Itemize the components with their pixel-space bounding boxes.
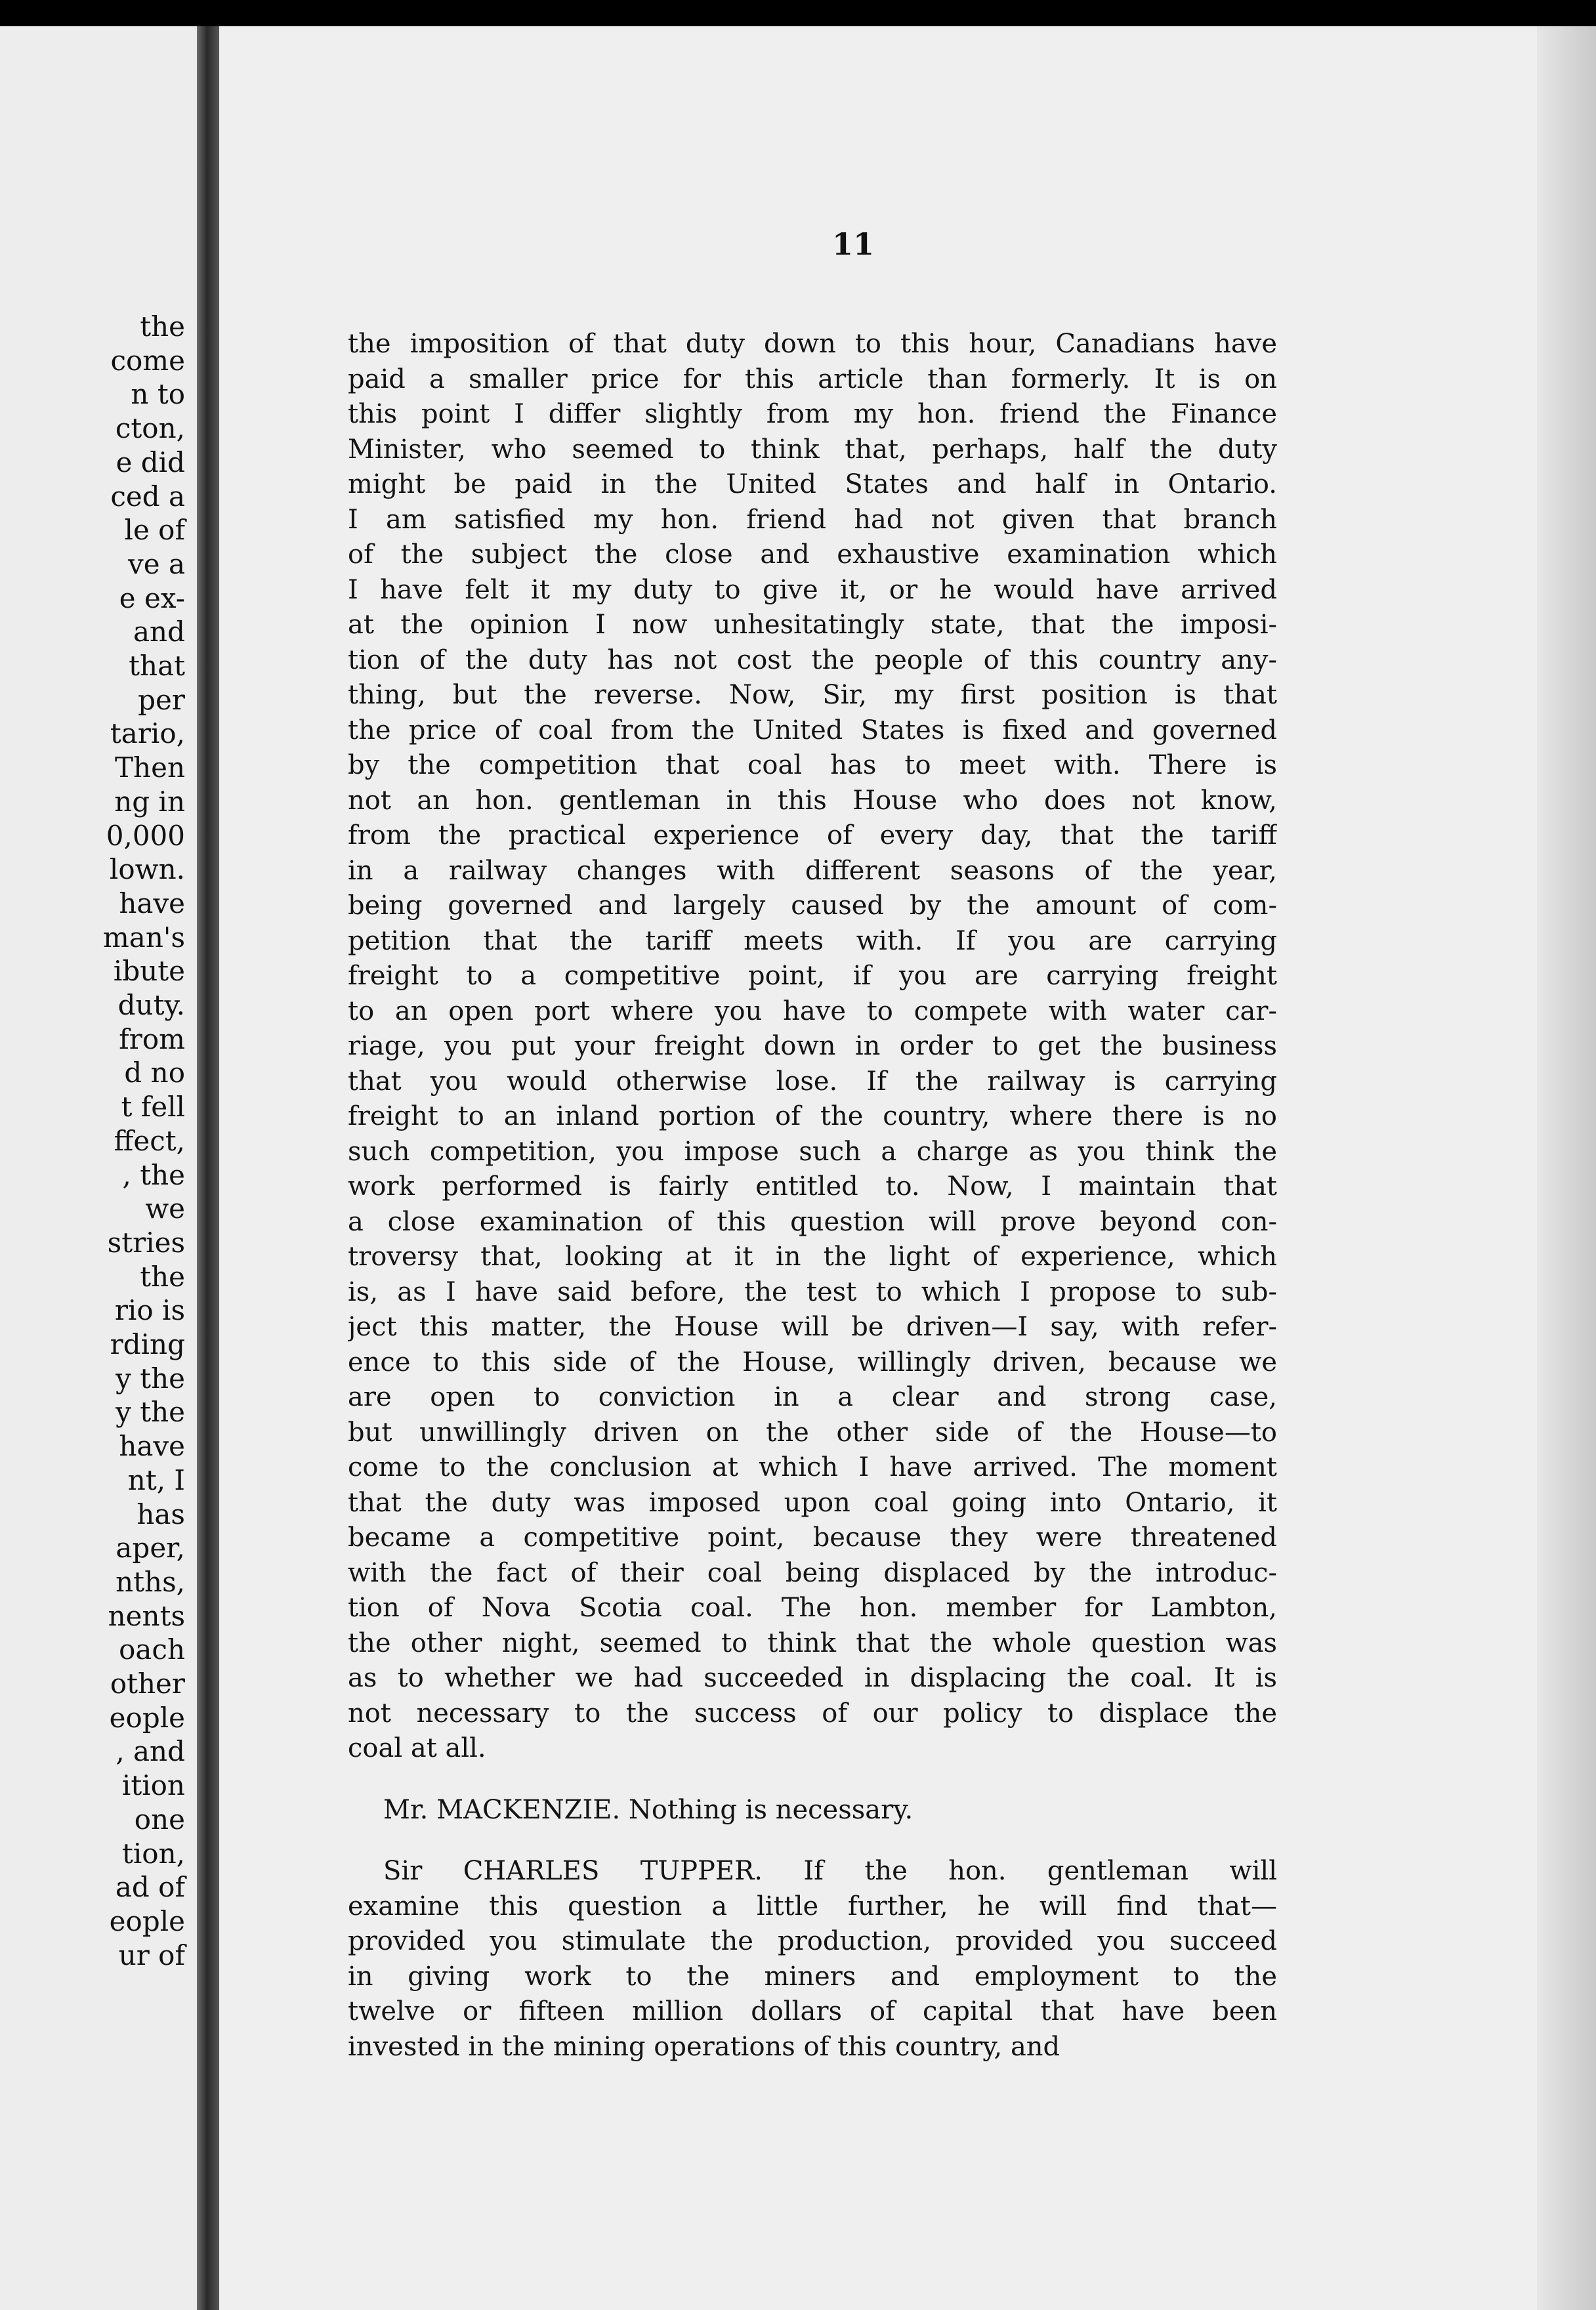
previous-page-fragment: duty. — [117, 989, 185, 1021]
previous-page-fragment: cton, — [115, 412, 185, 445]
text-line: with the fact of their coal being displaced by the introduc- — [348, 1557, 1277, 1588]
text-line: but unwillingly driven on the other side of the House—to — [348, 1417, 1277, 1448]
text-line: at the opinion I now unhesitatingly state, that the imposi- — [348, 610, 1277, 640]
text-line: tion of Nova Scotia coal. The hon. member for Lambton, — [348, 1593, 1277, 1623]
text-line: that you would otherwise lose. If the railway is carrying — [348, 1066, 1277, 1097]
previous-page-fragment: ur of — [118, 1939, 185, 1971]
page — [219, 26, 1596, 2310]
text-line: petition that the tariff meets with. If you are carrying — [348, 925, 1277, 956]
previous-page-fragment: ng in — [114, 785, 185, 818]
text-line: I have felt it my duty to give it, or he would have arrived — [348, 574, 1277, 605]
previous-page-fragment: ffect, — [114, 1124, 185, 1157]
text-line: Minister, who seemed to think that, perhaps, half the duty — [348, 434, 1277, 465]
text-line: not an hon. gentleman in this House who does not know, — [348, 785, 1277, 816]
previous-page-fragment: t fell — [121, 1091, 185, 1124]
text-line: to an open port where you have to compete with water car- — [348, 996, 1277, 1026]
text-line: might be paid in the United States and half in Ontario. — [348, 469, 1277, 499]
previous-page-fragment: y the — [116, 1362, 185, 1395]
text-line: tion of the duty has not cost the people of this country any- — [348, 644, 1277, 675]
body-text — [348, 327, 1277, 2065]
previous-page-fragment: man's — [102, 921, 185, 954]
previous-page-edge — [0, 26, 197, 2310]
previous-page-fragment: ibute — [113, 955, 185, 988]
text-line: such competition, you impose such a charge as you think the — [348, 1136, 1277, 1167]
paragraph — [348, 1793, 1277, 1828]
text-line: this point I differ slightly from my hon. friend the Finance — [348, 399, 1277, 429]
previous-page-fragment: have — [119, 1430, 185, 1463]
text-line: paid a smaller price for this article than formerly. It is on — [348, 364, 1277, 394]
previous-page-fragment: ition — [121, 1769, 185, 1802]
paragraph — [348, 1854, 1277, 2065]
text-line: in giving work to the miners and employment to the — [348, 1961, 1277, 1992]
previous-page-fragment: ced a — [110, 480, 185, 513]
previous-page-fragment: eople — [109, 1904, 185, 1937]
text-line: that the duty was imposed upon coal going into Ontario, it — [348, 1487, 1277, 1518]
previous-page-fragment: nths, — [116, 1565, 185, 1598]
text-line: is, as I have said before, the test to which I propose to sub- — [348, 1276, 1277, 1307]
text-line: from the practical experience of every day, that the tariff — [348, 820, 1277, 850]
text-line: a close examination of this question will prove beyond con- — [348, 1206, 1277, 1237]
previous-page-fragment: from — [119, 1022, 185, 1055]
previous-page-fragment: ad of — [115, 1871, 185, 1904]
text-line: riage, you put your freight down in order to get the business — [348, 1031, 1277, 1061]
text-line: provided you stimulate the production, provided you succeed — [348, 1926, 1277, 1956]
previous-page-fragment: has — [136, 1498, 185, 1530]
text-line: invested in the mining operations of this country, and — [348, 2031, 1060, 2062]
previous-page-fragment: the — [140, 1260, 185, 1293]
previous-page-fragment: e ex- — [119, 581, 185, 614]
text-line: ject this matter, the House will be driven—I say, with refer- — [348, 1312, 1277, 1342]
text-line: of the subject the close and exhaustive examination which — [348, 539, 1277, 570]
paragraph — [348, 327, 1277, 1767]
previous-page-fragment: oach — [119, 1633, 185, 1666]
previous-page-fragment: one — [134, 1803, 185, 1836]
previous-page-fragment: tion, — [122, 1837, 185, 1870]
page-number: 11 — [831, 226, 874, 262]
text-line: became a competitive point, because they were threatened — [348, 1522, 1277, 1553]
text-line: thing, but the reverse. Now, Sir, my first position is that — [348, 680, 1277, 710]
previous-page-fragment: e did — [116, 446, 185, 478]
previous-page-fragment: Then — [115, 751, 185, 784]
previous-page-fragment: come — [110, 344, 185, 377]
text-line: I am satisfied my hon. friend had not given that branch — [348, 504, 1277, 535]
previous-page-fragment: other — [110, 1668, 185, 1700]
text-line: not necessary to the success of our policy to displace the — [348, 1698, 1277, 1729]
previous-page-fragment: the — [140, 310, 185, 343]
previous-page-fragment: we — [145, 1192, 185, 1225]
previous-page-fragment: eople — [109, 1701, 185, 1734]
previous-page-fragment: 0,000 — [106, 819, 185, 852]
previous-page-fragment: n to — [131, 378, 185, 411]
text-line: freight to an inland portion of the country, where there is no — [348, 1101, 1277, 1131]
text-line: troversy that, looking at it in the light of experience, which — [348, 1242, 1277, 1272]
previous-page-fragment: that — [129, 650, 185, 682]
text-line: the price of coal from the United States is fixed and governed — [348, 715, 1277, 746]
previous-page-fragment: lown. — [109, 853, 185, 886]
previous-page-fragment: per — [138, 683, 185, 716]
text-line: Mr. MACKENZIE. Nothing is necessary. — [383, 1794, 914, 1825]
text-line: the imposition of that duty down to this hour, Canadians have — [348, 329, 1277, 359]
previous-page-fragment: tario, — [110, 717, 185, 750]
previous-page-fragment: le of — [124, 514, 185, 547]
page-right-edge — [1537, 26, 1596, 2310]
previous-page-fragment: have — [119, 887, 185, 919]
previous-page-fragment: rio is — [114, 1294, 185, 1327]
previous-page-fragment: stries — [107, 1226, 185, 1259]
text-line: being governed and largely caused by the amount of com- — [348, 891, 1277, 921]
text-line: work performed is fairly entitled to. Now, I maintain that — [348, 1171, 1277, 1202]
text-line: are open to conviction in a clear and strong case, — [348, 1382, 1277, 1412]
text-line: freight to a competitive point, if you are carrying freight — [348, 961, 1277, 991]
text-line: twelve or fifteen million dollars of capital that have been — [348, 1996, 1277, 2026]
previous-page-fragment: nt, I — [127, 1463, 185, 1496]
text-line: examine this question a little further, he will find that— — [348, 1891, 1277, 1922]
previous-page-fragment: d no — [124, 1057, 185, 1089]
previous-page-fragment: ve a — [128, 547, 185, 580]
previous-page-fragment: nents — [108, 1599, 185, 1632]
previous-page-fragment: , the — [122, 1158, 185, 1191]
text-line: ence to this side of the House, willingly driven, because we — [348, 1347, 1277, 1377]
text-line: Sir CHARLES TUPPER. If the hon. gentleman will — [383, 1856, 1277, 1886]
previous-page-fragment: y the — [116, 1396, 185, 1429]
paragraph-gap — [348, 1767, 1277, 1793]
text-line: coal at all. — [348, 1733, 486, 1763]
previous-page-fragment: and — [133, 616, 185, 648]
previous-page-fragment: aper, — [116, 1532, 185, 1564]
text-line: come to the conclusion at which I have arrived. The moment — [348, 1452, 1277, 1482]
text-line: in a railway changes with different seasons of the year, — [348, 855, 1277, 886]
previous-page-fragment: , and — [116, 1735, 185, 1768]
text-line: by the competition that coal has to meet with. There is — [348, 750, 1277, 780]
paragraph-gap — [348, 1828, 1277, 1854]
previous-page-fragment: rding — [110, 1328, 185, 1360]
page-gutter — [197, 26, 219, 2310]
text-line: the other night, seemed to think that the whole question was — [348, 1628, 1277, 1658]
text-line: as to whether we had succeeded in displacing the coal. It is — [348, 1663, 1277, 1693]
